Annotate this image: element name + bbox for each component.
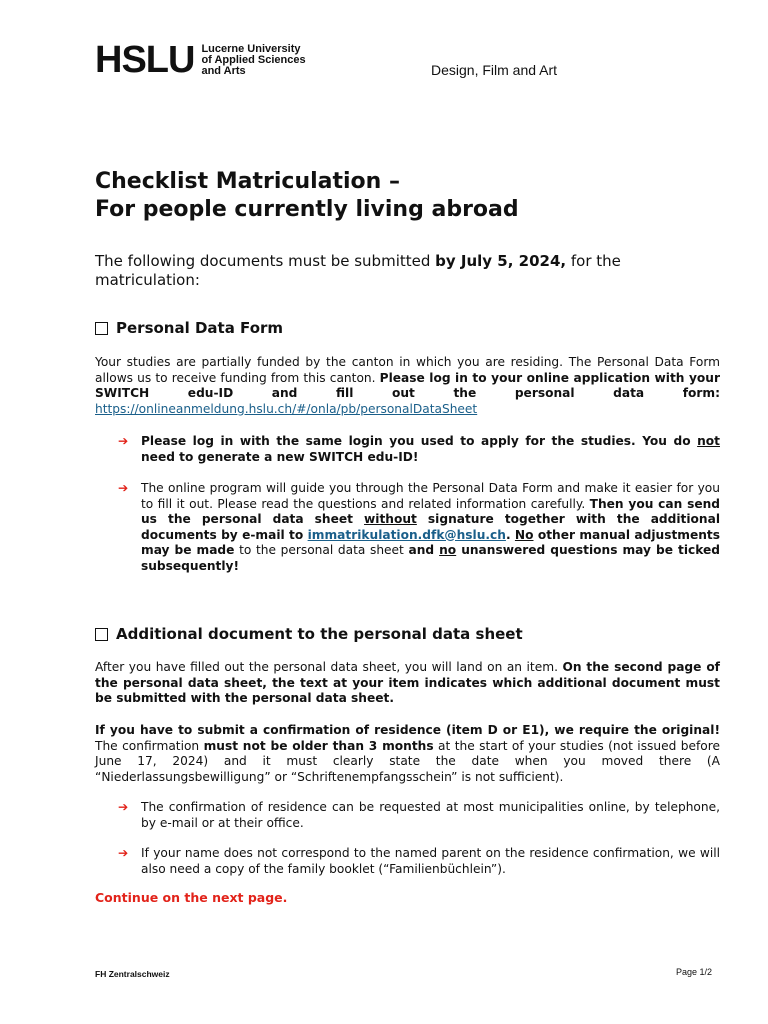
- section1-paragraph: Your studies are partially funded by the canton in which you are residing. The Personal Data Form allows us to receive funding from this canton. Please log in to your online application with your SWITCH edu-ID and fill out the personal data form: https://onlineanmeldung.hslu.ch/#/onla/pb/personalDataSheet: [95, 355, 720, 416]
- hslu-logo: [95, 39, 306, 81]
- logo-text: Lucerne University of Applied Sciences and Arts: [201, 42, 306, 77]
- footer-left: FH Zentralschweiz: [95, 969, 170, 979]
- logo-mark: HSLU: [95, 39, 195, 81]
- department-label: Design, Film and Art: [431, 62, 558, 78]
- list-item: ➔ Please log in with the same login you used to apply for the studies. You do not need to generate a new SWITCH edu-ID!: [118, 434, 720, 464]
- section-heading-personal-data-form: Personal Data Form: [95, 319, 283, 337]
- list-item: ➔ The confirmation of residence can be requested at most municipalities online, by telephone, by e-mail or at their office.: [118, 800, 720, 830]
- checkbox-empty-icon[interactable]: [95, 322, 108, 335]
- arrow-right-icon: ➔: [118, 481, 129, 495]
- page-title: Checklist Matriculation – For people currently living abroad: [95, 169, 519, 222]
- arrow-right-icon: ➔: [118, 800, 129, 814]
- list-item: ➔ If your name does not correspond to the named parent on the residence confirmation, we will also need a copy of the family booklet (“Familienbüchlein”).: [118, 846, 720, 876]
- section2-paragraph1: After you have filled out the personal data sheet, you will land on an item. On the second page of the personal data sheet, the text at your item indicates which additional document must be submitted with the personal data sheet.: [95, 660, 720, 705]
- email-link[interactable]: immatrikulation.dfk@hslu.ch: [307, 527, 506, 542]
- list-item: ➔ The online program will guide you through the Personal Data Form and make it easier for you to fill it out. Please read the questions and related information carefully. Then you can send us the personal data sheet without signature together with the additional documents by e-mail to immatrikulation.dfk@hslu.ch. No other manual adjustments may be made to the personal data sheet and no unanswered questions may be ticked subsequently!: [118, 481, 721, 573]
- continue-note: Continue on the next page.: [95, 890, 288, 905]
- personal-data-link[interactable]: https://onlineanmeldung.hslu.ch/#/onla/pb/personalDataSheet: [95, 401, 478, 416]
- checkbox-empty-icon[interactable]: [95, 628, 108, 641]
- intro-text: The following documents must be submitted by July 5, 2024, for the matriculation:: [95, 252, 621, 289]
- arrow-right-icon: ➔: [118, 846, 129, 860]
- section2-paragraph2: If you have to submit a confirmation of residence (item D or E1), we require the original! The confirmation must not be older than 3 months at the start of your studies (not issued before June 17, 2024) and it must clearly state the date when you moved there (A “Niederlassungsbewilligung” or “Schriftenempfangsschein” is not sufficient).: [95, 723, 720, 784]
- page-number: Page 1/2: [676, 967, 713, 977]
- arrow-right-icon: ➔: [118, 434, 129, 448]
- section-heading-additional-document: Additional document to the personal data sheet: [95, 625, 523, 643]
